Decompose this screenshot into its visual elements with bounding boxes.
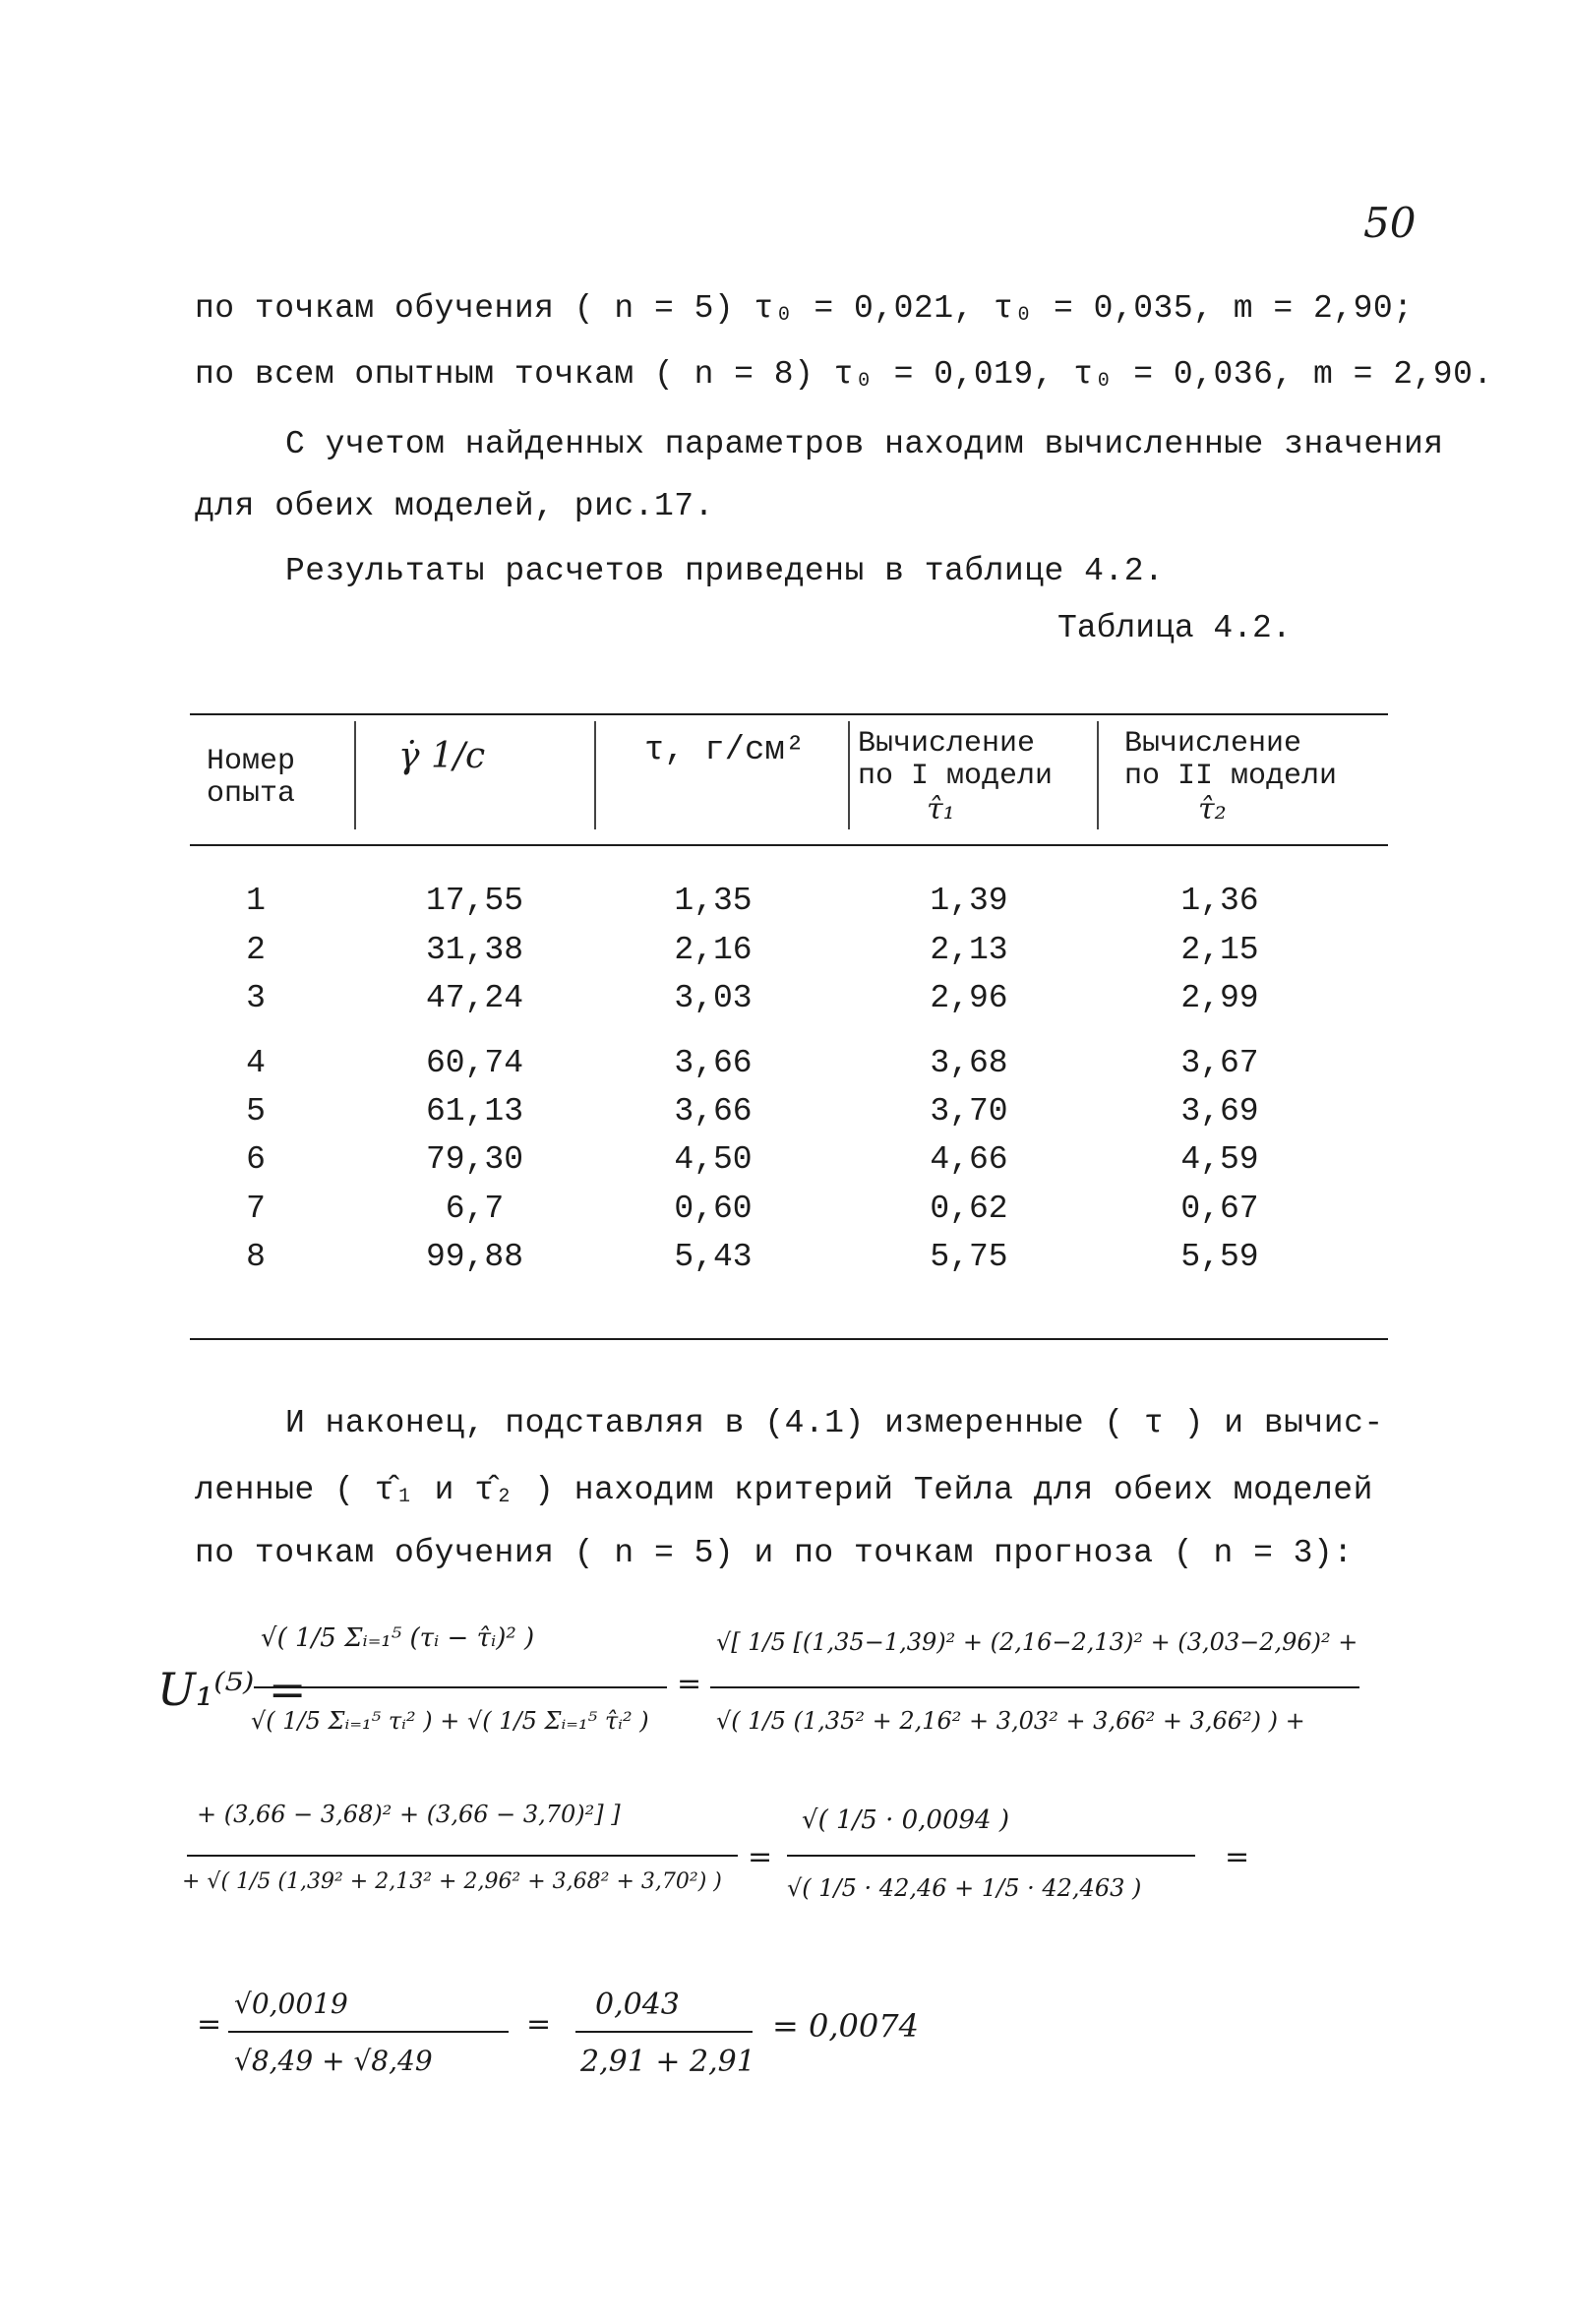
cell-model-2: 2,15	[1180, 932, 1259, 968]
table-top-rule	[190, 713, 1388, 715]
formula-lhs: U₁⁽⁵⁾ =	[157, 1663, 307, 1716]
header-model-2	[1124, 728, 1337, 826]
cell-number: 4	[246, 1045, 266, 1081]
text-line-1: по точкам обучения ( n = 5) τ₀ = 0,021, τ₀ = 0,035, m = 2,90;	[195, 290, 1414, 327]
text-line-2: по всем опытным точкам ( n = 8) τ₀ = 0,019, τ₀ = 0,036, m = 2,90.	[195, 356, 1493, 393]
fraction-bar	[710, 1686, 1359, 1688]
formula-6-numerator: 0,043	[595, 1988, 680, 2022]
cell-stress: 5,43	[674, 1239, 753, 1275]
text-line-5: Результаты расчетов приведены в таблице 4.2.	[285, 553, 1165, 589]
formula-3-numerator: + (3,66 − 3,68)² + (3,66 − 3,70)²] ]	[197, 1801, 621, 1828]
header-separator	[848, 721, 850, 829]
text-after-1: И наконец, подставляя в (4.1) измеренные ( τ ) и вычис-	[285, 1405, 1384, 1441]
cell-number: 5	[246, 1093, 266, 1130]
formula-6-denominator: 2,91 + 2,91	[580, 2045, 755, 2079]
cell-model-2: 5,59	[1180, 1239, 1259, 1275]
cell-stress: 3,66	[674, 1093, 753, 1130]
equals-sign: =	[526, 2007, 552, 2042]
table-header-rule	[190, 844, 1388, 846]
equals-sign: =	[1225, 1840, 1250, 1874]
header-model-1-line2: по I модели	[858, 760, 1054, 793]
cell-shear-rate: 61,13	[425, 1093, 524, 1130]
header-model-2-symbol: τ̂₂	[1198, 792, 1227, 826]
header-model-1	[858, 728, 1053, 826]
header-model-1-symbol: τ̂₁	[927, 792, 955, 826]
cell-model-2: 3,67	[1180, 1045, 1259, 1081]
cell-number: 6	[246, 1141, 266, 1178]
formula-3-denominator: + √( 1/5 (1,39² + 2,13² + 2,96² + 3,68² + 3,70²) )	[182, 1869, 722, 1894]
header-model-1-line1: Вычисление	[858, 727, 1036, 761]
table-bottom-rule	[190, 1338, 1388, 1340]
fraction-bar	[254, 1686, 667, 1688]
header-separator	[354, 721, 356, 829]
header-separator	[594, 721, 596, 829]
cell-shear-rate: 31,38	[425, 932, 524, 968]
cell-model-1: 4,66	[930, 1141, 1008, 1178]
cell-model-1: 2,13	[930, 932, 1008, 968]
fraction-bar	[187, 1855, 738, 1857]
cell-model-1: 2,96	[930, 980, 1008, 1016]
cell-model-2: 4,59	[1180, 1141, 1259, 1178]
formula-1-numerator: √( 1/5 Σᵢ₌₁⁵ (τᵢ − τ̂ᵢ)² )	[261, 1623, 535, 1653]
header-separator	[1097, 721, 1099, 829]
text-after-3: по точкам обучения ( n = 5) и по точкам прогноза ( n = 3):	[195, 1535, 1354, 1571]
cell-stress: 2,16	[674, 932, 753, 968]
cell-model-1: 0,62	[930, 1191, 1008, 1227]
equals-sign: =	[748, 1840, 773, 1874]
formula-4-numerator: √( 1/5 · 0,0094 )	[802, 1805, 1009, 1835]
formula-1-denominator: √( 1/5 Σᵢ₌₁⁵ τᵢ² ) + √( 1/5 Σᵢ₌₁⁵ τ̂ᵢ² )	[251, 1707, 649, 1735]
header-shear-rate: γ̇ 1/c	[398, 736, 486, 776]
cell-number: 7	[246, 1191, 266, 1227]
formula-2-denominator: √( 1/5 (1,35² + 2,16² + 3,03² + 3,66² + 3,66²) ) +	[716, 1707, 1305, 1735]
cell-model-1: 3,70	[930, 1093, 1008, 1130]
cell-stress: 3,03	[674, 980, 753, 1016]
cell-number: 2	[246, 932, 266, 968]
header-number	[207, 746, 295, 811]
fraction-bar	[228, 2031, 509, 2033]
text-line-4: для обеих моделей, рис.17.	[195, 488, 714, 524]
cell-model-1: 1,39	[930, 883, 1008, 919]
cell-stress: 3,66	[674, 1045, 753, 1081]
formula-5-denominator: √8,49 + √8,49	[234, 2045, 433, 2077]
cell-model-2: 1,36	[1180, 883, 1259, 919]
formula-5-numerator: √0,0019	[234, 1988, 348, 2020]
header-model-2-line1: Вычисление	[1124, 727, 1302, 761]
cell-number: 8	[246, 1239, 266, 1275]
cell-shear-rate: 60,74	[425, 1045, 524, 1081]
cell-stress: 1,35	[674, 883, 753, 919]
cell-number: 3	[246, 980, 266, 1016]
equals-sign: =	[197, 2007, 222, 2042]
fraction-bar	[575, 2031, 753, 2033]
cell-shear-rate: 99,88	[425, 1239, 524, 1275]
formula-4-denominator: √( 1/5 · 42,46 + 1/5 · 42,463 )	[787, 1874, 1142, 1902]
text-line-3: С учетом найденных параметров находим вычисленные значения	[285, 426, 1444, 462]
table-caption: Таблица 4.2.	[1057, 610, 1292, 646]
cell-stress: 4,50	[674, 1141, 753, 1178]
header-model-2-line2: по II модели	[1124, 760, 1338, 793]
header-stress: τ, г/см²	[644, 732, 806, 769]
cell-shear-rate: 6,7	[445, 1191, 505, 1227]
page-number: 50	[1363, 199, 1417, 247]
cell-shear-rate: 17,55	[425, 883, 524, 919]
cell-shear-rate: 79,30	[425, 1141, 524, 1178]
header-number-line1: Номер	[207, 745, 296, 778]
equals-sign: =	[677, 1667, 702, 1701]
header-number-line2: опыта	[207, 777, 296, 811]
formula-result: = 0,0074	[772, 2007, 919, 2045]
cell-model-2: 2,99	[1180, 980, 1259, 1016]
cell-model-2: 3,69	[1180, 1093, 1259, 1130]
cell-stress: 0,60	[674, 1191, 753, 1227]
cell-number: 1	[246, 883, 266, 919]
cell-shear-rate: 47,24	[425, 980, 524, 1016]
fraction-bar	[787, 1855, 1195, 1857]
cell-model-1: 5,75	[930, 1239, 1008, 1275]
text-after-2: ленные ( τ̂₁ и τ̂₂ ) находим критерий Тейла для обеих моделей	[195, 1472, 1373, 1508]
formula-2-numerator: √[ 1/5 [(1,35−1,39)² + (2,16−2,13)² + (3,03−2,96)² +	[716, 1628, 1358, 1656]
cell-model-1: 3,68	[930, 1045, 1008, 1081]
cell-model-2: 0,67	[1180, 1191, 1259, 1227]
